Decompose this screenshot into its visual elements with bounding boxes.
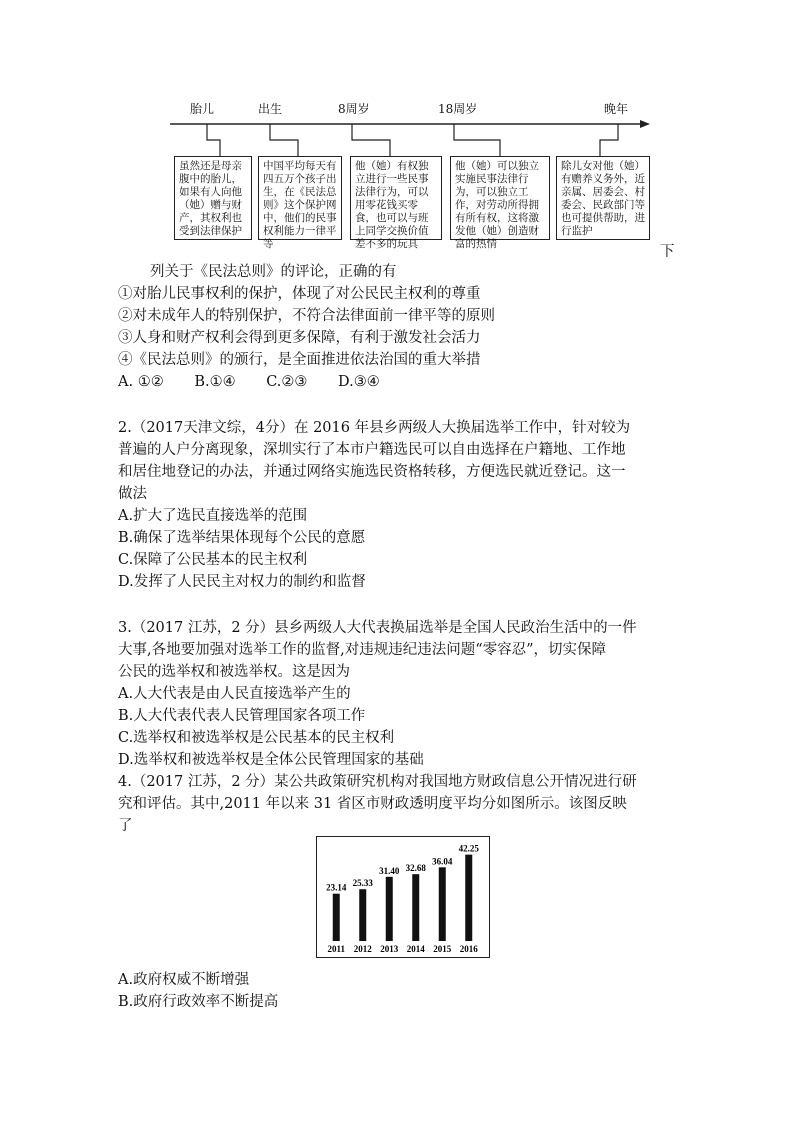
bar-chart-svg xyxy=(317,837,488,956)
timeline-tail-char: 下 xyxy=(660,244,675,260)
bar-2014 xyxy=(412,874,419,941)
q3-line-3: 公民的选举权和被选举权。这是因为 xyxy=(118,664,350,680)
value-label-2011: 23.14 xyxy=(326,882,347,893)
q4-option-a: A.政府权威不断增强 xyxy=(118,972,250,988)
timeline-box-old-age: 除儿女对他（她）有赡养义务外，近亲属、居委会、村委会、民政部门等也可提供帮助，进行监护 xyxy=(556,156,650,240)
timeline-box-8: 他（她）有权独立进行一些民事法律行为，可以用零花钱买零食，也可以与班上同学交换价值差不多的玩具 xyxy=(350,156,442,240)
timeline-box-18: 他（她）可以独立实施民事法律行为，可以独立工作，对劳动所得拥有所有权，这将激发他（她）创造财富的热情 xyxy=(450,156,550,240)
value-label-2016: 42.25 xyxy=(458,843,479,854)
q3-option-c: C.选举权和被选举权是公民基本的民主权利 xyxy=(118,730,395,746)
q2-line-4: 做法 xyxy=(118,486,147,502)
q3-line-1: 3.（2017 江苏，2 分）县乡两级人大代表换届选举是全国人民政治生活中的一件 xyxy=(118,620,637,636)
bar-2012 xyxy=(359,889,366,941)
life-stage-timeline xyxy=(170,96,650,256)
tick-label-2015: 2015 xyxy=(433,944,452,954)
stage-18: 18周岁 xyxy=(438,102,478,116)
timeline-box-fetus: 虽然还是母亲腹中的胎儿，如果有人向他（她）赠与财产，其权利也受到法律保护 xyxy=(174,156,252,240)
q2-option-d: D.发挥了人民民主对权力的制约和监督 xyxy=(118,574,366,590)
bar-2011 xyxy=(333,894,340,941)
q3-option-b: B.人大代表代表人民管理国家各项工作 xyxy=(118,708,366,724)
q3-line-2: 大事,各地要加强对选举工作的监督,对违规违纪违法问题“零容忍”，切实保障 xyxy=(118,642,607,658)
q2-line-3: 和居住地登记的办法，并通过网络实施选民资格转移，方便选民就近登记。这一 xyxy=(118,464,626,480)
q4-line-3: 了 xyxy=(118,818,133,834)
bar-2016 xyxy=(465,855,472,941)
value-label-2014: 32.68 xyxy=(405,863,426,874)
value-label-2015: 36.04 xyxy=(432,856,453,867)
q2-option-c: C.保障了公民基本的民主权利 xyxy=(118,552,308,568)
q2-option-b: B.确保了选举结果体现每个公民的意愿 xyxy=(118,530,366,546)
q1-stem: 列关于《民法总则》的评论，正确的有 xyxy=(150,264,397,280)
value-label-2013: 31.40 xyxy=(379,865,400,876)
q1-option-a: A. ①② xyxy=(118,374,164,390)
tick-label-2013: 2013 xyxy=(380,944,399,954)
q1-item-1: ①对胎儿民事权利的保护，体现了对公民民主权利的尊重 xyxy=(118,286,481,302)
q2-option-a: A.扩大了选民直接选举的范围 xyxy=(118,508,308,524)
q3-option-d: D.选举权和被选举权是全体公民管理国家的基础 xyxy=(118,752,424,768)
q4-option-b: B.政府行政效率不断提高 xyxy=(118,994,279,1010)
stage-old-age: 晚年 xyxy=(604,102,629,116)
q1-item-4: ④《民法总则》的颁行，是全面推进依法治国的重大举措 xyxy=(118,352,481,368)
stage-8: 8周岁 xyxy=(338,102,370,116)
q1-option-b: B.①④ xyxy=(194,374,236,390)
tick-label-2016: 2016 xyxy=(459,944,478,954)
timeline-box-birth: 中国平均每天有四五万个孩子出生，在《民法总则》这个保护网中，他们的民事权利能力一律平等 xyxy=(258,156,342,240)
fiscal-transparency-chart xyxy=(316,836,490,958)
value-label-2012: 25.33 xyxy=(352,878,373,889)
q1-option-c: C.②③ xyxy=(266,374,308,390)
q2-line-2: 普遍的人户分离现象，深圳实行了本市户籍选民可以自由选择在户籍地、工作地 xyxy=(118,442,626,458)
stage-fetus: 胎儿 xyxy=(190,102,215,116)
q1-options xyxy=(118,372,406,393)
stage-birth: 出生 xyxy=(258,102,283,116)
q1-item-2: ②对未成年人的特别保护，不符合法律面前一律平等的原则 xyxy=(118,308,495,324)
q4-line-1: 4.（2017 江苏，2 分）某公共政策研究机构对我国地方财政信息公开情况进行研 xyxy=(118,774,637,790)
q1-item-3: ③人身和财产权利会得到更多保障，有利于激发社会活力 xyxy=(118,330,481,346)
tick-label-2011: 2011 xyxy=(327,944,346,954)
bar-2013 xyxy=(386,877,393,941)
q2-line-1: 2.（2017天津文综，4分）在 2016 年县乡两级人大换届选举工作中，针对较为 xyxy=(118,420,631,436)
q3-option-a: A.人大代表是由人民直接选举产生的 xyxy=(118,686,351,702)
q1-option-d: D.③④ xyxy=(337,374,380,390)
tick-label-2012: 2012 xyxy=(353,944,372,954)
q4-line-2: 究和评估。其中,2011 年以来 31 省区市财政透明度平均分如图所示。该图反映 xyxy=(118,796,627,812)
tick-label-2014: 2014 xyxy=(406,944,425,954)
bar-2015 xyxy=(439,867,446,941)
